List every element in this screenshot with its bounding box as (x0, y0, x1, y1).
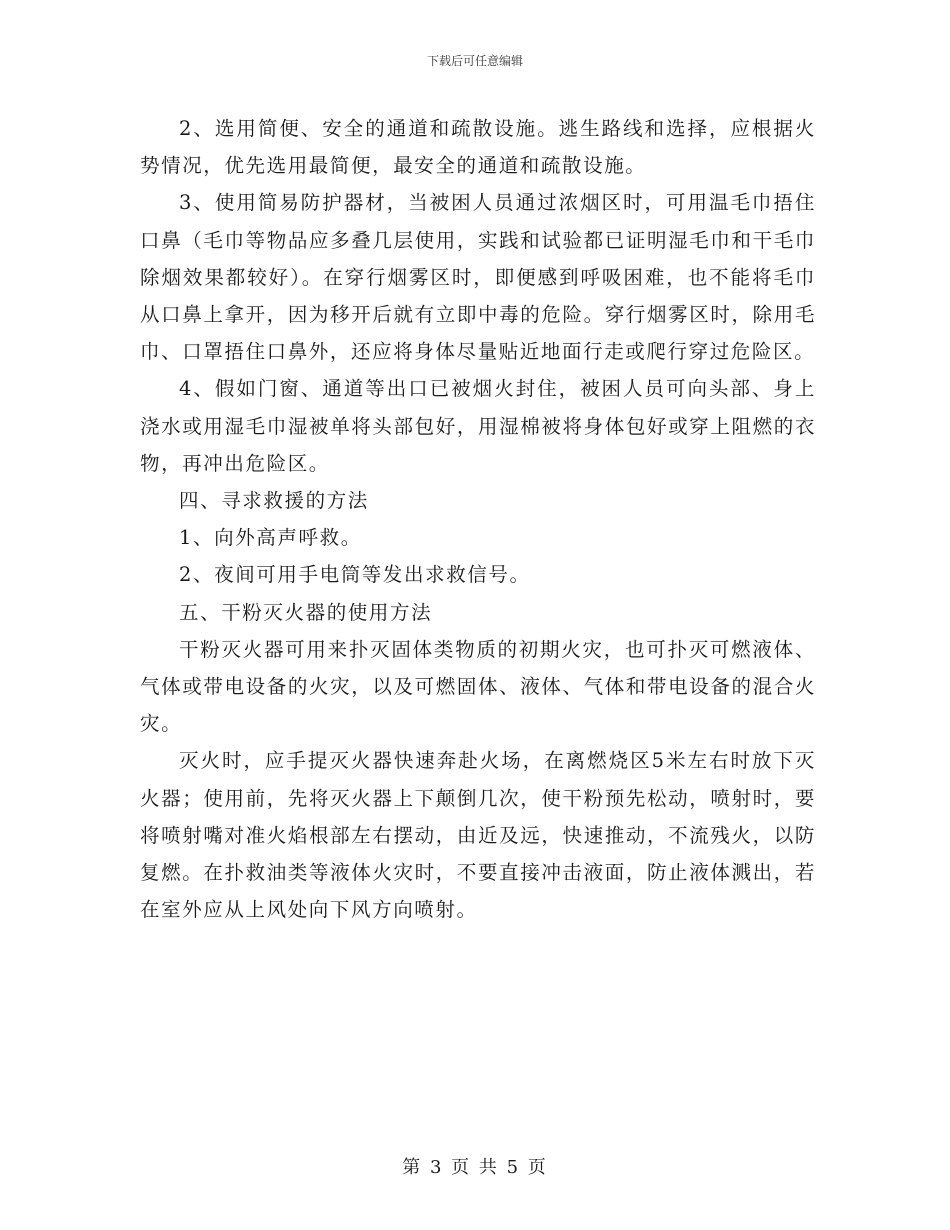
paragraph-escape-route: 2、选用简便、安全的通道和疏散设施。逃生路线和选择，应根据火势情况，优先选用最简便，最安全的通道和疏散设施。 (140, 117, 816, 178)
page-number-footer: 第 3 页 共 5 页 (402, 1157, 548, 1178)
paragraph-flashlight-signal: 2、夜间可用手电筒等发出求救信号。 (179, 563, 531, 587)
paragraph-extinguisher-scope: 干粉灭火器可用来扑灭固体类物质的初期火灾，也可扑灭可燃液体、气体或带电设备的火灾，以及可燃固体、液体、气体和带电设备的混合火灾。 (140, 637, 816, 736)
section-heading-seek-rescue: 四、寻求救援的方法 (179, 489, 369, 513)
paragraph-exits-blocked: 4、假如门窗、通道等出口已被烟火封住，被困人员可向头部、身上浇水或用湿毛巾湿被单将头部包好，用湿棉被将身体包好或穿上阻燃的衣物，再冲出危险区。 (140, 377, 816, 475)
section-heading-extinguisher-usage: 五、干粉灭火器的使用方法 (179, 600, 433, 624)
paragraph-extinguisher-procedure: 灭火时，应手提灭火器快速奔赴火场，在离燃烧区5米左右时放下灭火器；使用前，先将灭火器上下颠倒几次，使干粉预先松动，喷射时，要将喷射嘴对准火焰根部左右摆动，由近及远，快速推动，不流残火，以防复燃。在扑救油类等液体火灾时，不要直接冲击液面，防止液体溅出，若在室外应从上风处向下风方向喷射。 (140, 749, 816, 922)
paragraph-shout-for-help: 1、向外高声呼救。 (179, 526, 362, 550)
paragraph-protective-equipment: 3、使用简易防护器材，当被困人员通过浓烟区时，可用温毛巾捂住口鼻（毛巾等物品应多叠几层使用，实践和试验都已证明湿毛巾和干毛巾除烟效果都较好）。在穿行烟雾区时，即便感到呼吸困难，也不能将毛巾从口鼻上拿开，因为移开后就有立即中毒的危险。穿行烟雾区时，除用毛巾、口罩捂住口鼻外，还应将身体尽量贴近地面行走或爬行穿过危险区。 (140, 191, 816, 364)
document-body (140, 110, 816, 928)
page-header: 下载后可任意编辑 (426, 54, 523, 68)
